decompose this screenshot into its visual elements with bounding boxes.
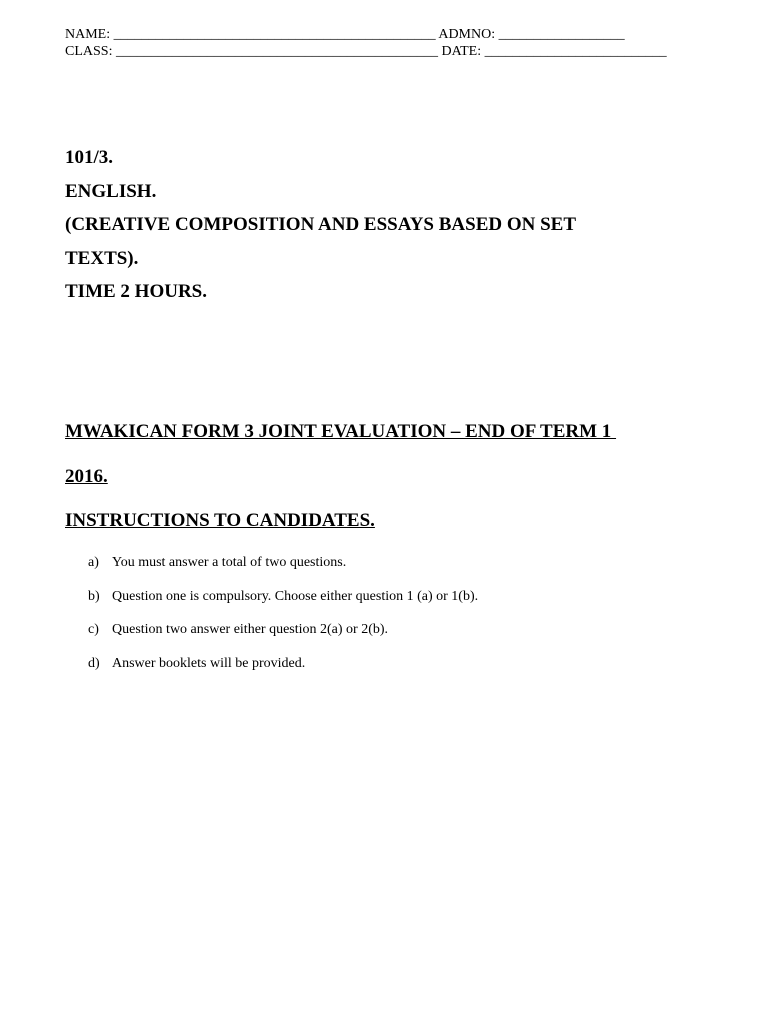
paper-description-line-1: (CREATIVE COMPOSITION AND ESSAYS BASED ON SET xyxy=(65,214,577,235)
instruction-text: Answer booklets will be provided. xyxy=(112,656,306,672)
list-marker: a) xyxy=(88,555,99,570)
instructions-list xyxy=(88,553,478,688)
instructions-heading: INSTRUCTIONS TO CANDIDATES. xyxy=(65,510,375,531)
paper-time: TIME 2 HOURS. xyxy=(65,281,207,302)
instruction-text: Question one is compulsory. Choose either question 1 (a) or 1(b). xyxy=(112,588,479,604)
paper-description-line-2: TEXTS). xyxy=(65,247,139,269)
paper-code: 101/3. xyxy=(65,147,114,168)
class-date-line: CLASS: ______________________________________________ DATE: __________________________ xyxy=(65,44,667,59)
list-item xyxy=(88,620,478,654)
list-item xyxy=(88,654,478,688)
list-marker: b) xyxy=(88,588,100,604)
instruction-text: You must answer a total of two questions. xyxy=(112,555,347,570)
instruction-text: Question two answer either question 2(a) or 2(b). xyxy=(112,622,389,638)
list-marker: c) xyxy=(88,622,99,638)
paper-title-block xyxy=(65,141,705,309)
list-marker: d) xyxy=(88,656,100,672)
exam-name-line-2: 2016. xyxy=(65,466,108,487)
list-item xyxy=(88,553,478,587)
exam-name-line-1: MWAKICAN FORM 3 JOINT EVALUATION – END OF TERM 1 xyxy=(65,421,617,442)
name-admno-line: NAME: ______________________________________________ ADMNO: __________________ xyxy=(65,27,625,42)
paper-subject: ENGLISH. xyxy=(65,180,157,202)
list-item xyxy=(88,587,478,621)
